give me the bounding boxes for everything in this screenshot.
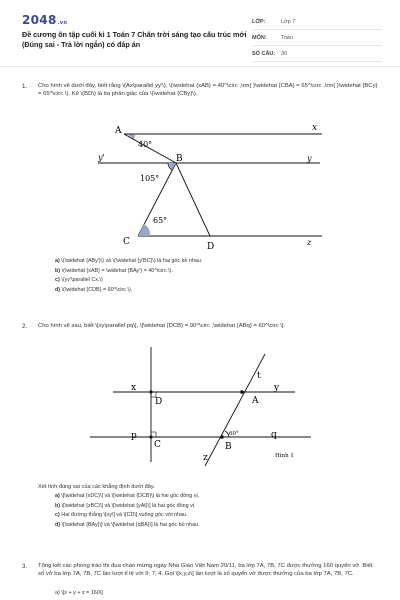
label-p: p [131,431,137,441]
option-d[interactable] [55,286,375,296]
figure-caption: Hình 1 [275,453,294,459]
option-letter: b) [55,267,61,274]
label-y: y [274,383,280,393]
question-2-number: 2. [22,323,28,330]
option-d[interactable] [55,521,375,531]
label-b: B [176,154,183,164]
question-2-figure [85,340,325,470]
label-x: x [131,383,137,393]
option-text: \[\widehat {zBC}\] và \[\widehat {yAt}\] là hai góc đồng vị. [61,502,196,509]
option-text: \(yy'\parallel Cx.\) [61,277,103,283]
question-3-number: 3. [22,563,28,570]
point-c [149,435,152,438]
label-d: D [155,397,163,407]
point-d [149,390,152,393]
meta-value: 30 [281,50,288,57]
option-letter: a) [55,493,60,499]
point-a [240,390,244,394]
meta-key: LỚP: [252,18,266,25]
question-1-text: Cho hình vẽ dưới đây, biết rằng \(Ax\parallel yy'\), \(\widehat {xAB} = 40^\circ ,\rm{ }\widehat {CBA} = 65^\circ ,\rm{ }\widehat {BCy} = 65^\circ \). Kẻ \(BD\) là tia phân giác của \(\widehat {CBy}\). [38,83,378,97]
question-1-options [55,257,375,295]
option-text: Hai đường thẳng \[xy\] và \[CD\] vuông góc với nhau. [61,512,188,518]
segment-bd [176,163,210,236]
option-b[interactable] [55,267,375,277]
option-a[interactable] [55,492,375,502]
angle-label-65: 65° [153,216,168,225]
label-z: z [307,238,312,247]
option-c[interactable] [55,276,375,286]
angle-label-40: 40° [138,140,153,149]
label-c: C [154,440,161,450]
question-2-prompt: Xét tính đúng sai của các khẳng định dưới đây. [38,484,155,490]
meta-key: SỐ CÂU: [252,50,276,57]
line-zt [205,354,265,466]
label-y: y [307,154,312,163]
point-b [220,435,224,439]
label-y-prime: y' [98,153,105,162]
label-q: q [271,430,277,440]
question-2-text: Cho hình vẽ sau, biết \[xy\parallel pq\], \[\widehat {DCB} = 90^\circ ,\widehat {ABq} = 60^\circ \]. [38,323,286,329]
question-1-number: 1. [22,83,28,90]
meta-key: MÔN: [252,34,267,41]
option-c[interactable] [55,511,375,521]
option-b[interactable] [55,502,375,512]
option-text: \(\widehat {ABy'}\) và \(\widehat {y'BC}\) là hai góc kề nhau. [61,258,203,264]
label-b: B [225,442,232,452]
option-text: \(\widehat {CDB} = 60^\circ \). [61,286,133,293]
meta-row-subject [252,30,382,46]
label-a: A [252,396,259,406]
question-1-figure [90,120,330,260]
meta-table [252,14,382,62]
option-letter: c) [55,512,60,518]
meta-value: Lớp 7 [281,18,296,25]
option-a[interactable] [55,257,375,267]
question-2-options [55,492,375,530]
option-text: \(\widehat {xAB} = \widehat {BAy'} = 40^\circ \). [61,267,173,274]
label-x: x [312,123,318,133]
logo-suffix: .vn [57,20,68,26]
option-letter: d) [55,286,61,293]
option-text: \[\widehat {BAy}\] và \[\widehat {qBA}\] là hai góc bù nhau. [61,521,200,528]
logo-text: 2048 [22,13,57,27]
label-a: A [115,126,122,136]
angle-fill-c [138,224,150,236]
document-title: Đề cương ôn tập cuối kì 1 Toán 7 Chân trời sáng tạo cấu trúc mới (Đúng sai - Trả lời ngắn) có đáp án [22,30,247,49]
header-divider [0,66,400,67]
option-letter: b) [55,502,61,509]
label-c: C [123,237,130,247]
option-text: \[\widehat {xDC}\] và \[\widehat {DCB}\] là hai góc đồng vị. [61,493,200,499]
meta-row-class [252,14,382,30]
label-d: D [207,242,215,252]
option-letter: d) [55,521,61,528]
option-letter: c) [55,277,60,283]
question-3-option-a[interactable]: a) \[x + y + z = 160\] [55,590,103,596]
meta-row-count [252,46,382,62]
label-z: z [203,453,208,463]
angle-label-60: 60° [229,431,239,437]
meta-value: Toán [281,34,293,41]
option-letter: a) [55,258,60,264]
question-3-text: Tổng kết các phong trào thi đua chào mừng ngày Nhà Giáo Việt Nam 20/11, ba lớp 7A, 7B, 7C được thưởng 160 quyển vở. Biết số vở ba lớp 7A, 7B, 7C lần lượt tỉ lệ với 9; 7; 4. Gọi \[x,y,z\] lần lượt là số quyển vở được thưởng của ba lớp 7A, 7B, 7C. [38,563,373,577]
site-logo[interactable] [22,13,67,27]
label-t: t [257,371,261,381]
angle-label-105: 105° [140,174,160,183]
page-header [0,0,400,66]
